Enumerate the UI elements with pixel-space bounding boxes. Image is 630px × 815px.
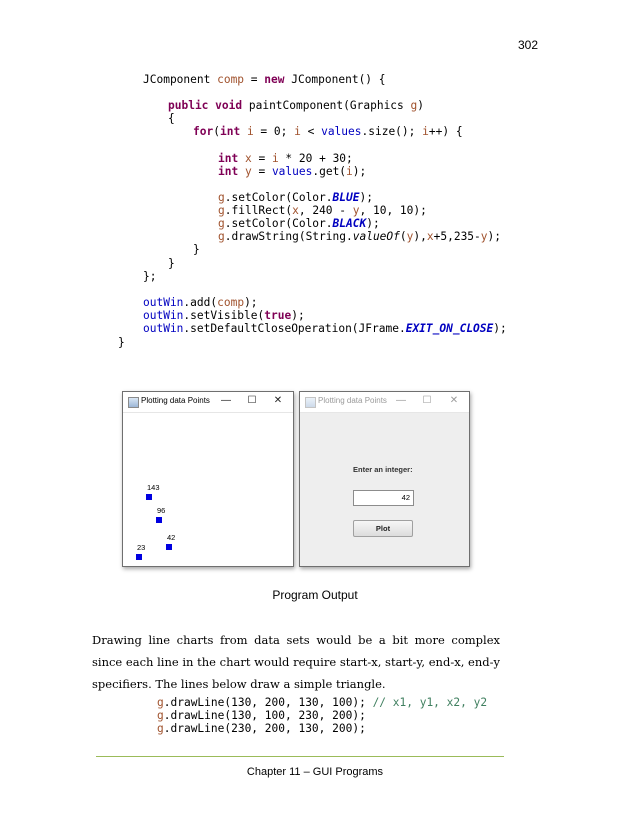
code-line-13: }; <box>143 270 157 283</box>
code-line-drawline-3: g.drawLine(230, 200, 130, 200); <box>157 722 366 735</box>
figure-caption: Program Output <box>272 588 358 602</box>
minimize-icon[interactable]: — <box>221 395 231 406</box>
data-point-label: 23 <box>137 542 146 552</box>
plot-canvas <box>123 413 293 566</box>
integer-input[interactable]: 42 <box>353 490 414 506</box>
code-line-15: outWin.setVisible(true); <box>143 309 305 322</box>
code-line-5: int x = i * 20 + 30; <box>218 152 353 165</box>
maximize-icon[interactable]: ☐ <box>422 395 432 406</box>
plot-window <box>122 391 294 567</box>
java-app-icon <box>305 397 316 408</box>
plot-button[interactable]: Plot <box>353 520 413 537</box>
data-point-label: 42 <box>167 533 176 542</box>
data-point <box>146 494 152 500</box>
code-line-1: JComponent comp = new JComponent() { <box>143 73 386 86</box>
code-line-drawline-2: g.drawLine(130, 100, 230, 200); <box>157 709 366 722</box>
footer-rule <box>96 756 504 757</box>
enter-integer-label: Enter an integer: <box>353 465 413 474</box>
plot-window-titlebar[interactable] <box>123 392 293 413</box>
java-app-icon <box>128 397 139 408</box>
data-point <box>136 554 142 560</box>
data-point-label: 143 <box>147 482 160 492</box>
data-point <box>156 517 162 523</box>
data-point-label: 96 <box>157 506 166 515</box>
code-line-4: for(int i = 0; i < values.size(); i++) { <box>193 125 463 138</box>
code-line-16: outWin.setDefaultCloseOperation(JFrame.EXIT_ON_CLOSE); <box>143 322 507 335</box>
code-line-14: outWin.add(comp); <box>143 296 258 309</box>
input-window <box>299 391 470 567</box>
code-line-drawline-1: g.drawLine(130, 200, 130, 100); // x1, y1, x2, y2 <box>157 696 488 709</box>
input-panel <box>300 413 469 566</box>
input-window-titlebar[interactable] <box>300 392 469 413</box>
code-line-11: } <box>193 243 200 256</box>
code-line-2: public void paintComponent(Graphics g) <box>168 99 425 112</box>
code-line-7: g.setColor(Color.BLUE); <box>218 191 373 204</box>
code-line-9: g.setColor(Color.BLACK); <box>218 217 380 230</box>
close-icon[interactable]: ✕ <box>449 395 459 406</box>
close-icon[interactable]: ✕ <box>273 395 283 406</box>
maximize-icon[interactable]: ☐ <box>247 395 257 406</box>
code-line-8: g.fillRect(x, 240 - y, 10, 10); <box>218 204 427 217</box>
code-line-12: } <box>168 257 175 270</box>
code-line-6: int y = values.get(i); <box>218 165 367 178</box>
plot-window-title: Plotting data Points <box>141 396 210 405</box>
page-footer: Chapter 11 – GUI Programs <box>246 766 384 778</box>
body-paragraph: Drawing line charts from data sets would be a bit more complex since each line in the chart would require start-x, start-y, end-x, end-y specifiers. The lines below draw a simple triangle. <box>92 633 500 691</box>
code-line-10: g.drawString(String.valueOf(y),x+5,235-y); <box>218 230 502 243</box>
minimize-icon[interactable]: — <box>396 395 406 406</box>
page-number: 302 <box>517 38 538 52</box>
code-line-17: } <box>118 336 125 349</box>
code-line-3: { <box>168 112 175 125</box>
input-window-title: Plotting data Points <box>318 396 387 405</box>
data-point <box>166 544 172 550</box>
